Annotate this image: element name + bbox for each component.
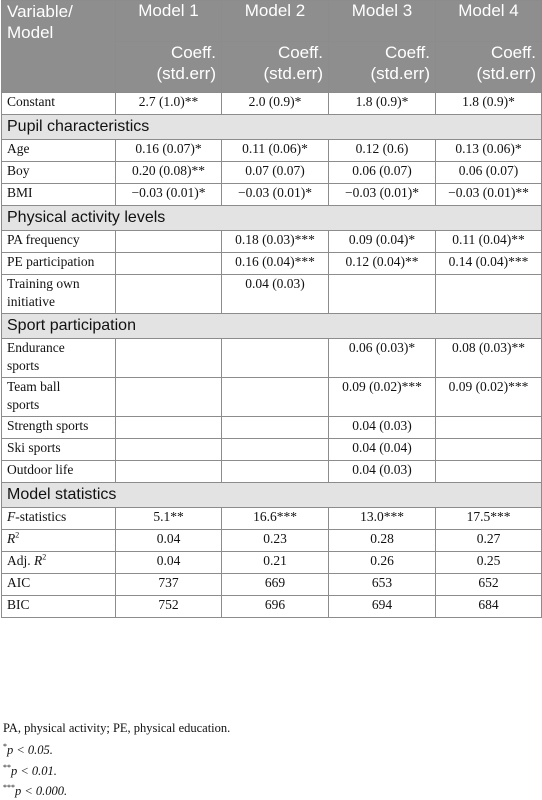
row-label: [2, 552, 116, 574]
section-title-pupil: Pupil characteristics: [2, 115, 542, 140]
footnote-text: p < 0.000.: [15, 784, 68, 798]
table-row-f-statistics: [2, 508, 542, 530]
table-row-strength: [2, 417, 542, 439]
coeff-label: Coeff.: [170, 43, 216, 62]
table-row-adj-r2: [2, 552, 542, 574]
cell-model-3: 0.09 (0.04)*: [329, 231, 436, 253]
cell-model-2: 0.23: [222, 530, 329, 552]
table-row-endurance: [2, 339, 542, 378]
cell-model-2: −0.03 (0.01)*: [222, 184, 329, 206]
cell-model-4: [436, 417, 542, 439]
row-label: BMI: [2, 184, 116, 206]
row-label: Strength sports: [2, 417, 116, 439]
variable-label-line1: Variable/: [7, 2, 73, 21]
cell-model-1: 0.04: [116, 552, 222, 574]
cell-model-4: 17.5***: [436, 508, 542, 530]
row-label: [2, 378, 116, 417]
table-row-aic: [2, 574, 542, 596]
cell-model-4: 0.14 (0.04)***: [436, 253, 542, 275]
section-row-stats: [2, 483, 542, 508]
cell-model-1: 0.16 (0.07)*: [116, 140, 222, 162]
cell-model-3: 0.12 (0.6): [329, 140, 436, 162]
cell-model-1: [116, 461, 222, 483]
cell-model-3: −0.03 (0.01)*: [329, 184, 436, 206]
cell-model-4: −0.03 (0.01)**: [436, 184, 542, 206]
footnote-star: **: [3, 762, 11, 772]
footnote-p-0000: [3, 784, 67, 799]
f-symbol: F: [7, 509, 16, 524]
cell-model-1: 0.20 (0.08)**: [116, 162, 222, 184]
cell-model-2: [222, 378, 329, 417]
row-label: Boy: [2, 162, 116, 184]
r-superscript: 2: [15, 530, 20, 540]
cell-model-3: 13.0***: [329, 508, 436, 530]
r-superscript: 2: [42, 552, 47, 562]
row-label: Age: [2, 140, 116, 162]
footnote-text: p < 0.05.: [7, 743, 53, 757]
row-label: [2, 275, 116, 314]
std-err-label: (std.err): [156, 64, 216, 83]
table-row-bmi: [2, 184, 542, 206]
cell-model-4: 0.27: [436, 530, 542, 552]
table-row-pe-participation: [2, 253, 542, 275]
cell-model-2: 696: [222, 596, 329, 618]
cell-model-4: 0.06 (0.07): [436, 162, 542, 184]
table-row-r2: [2, 530, 542, 552]
cell-model-3: 0.04 (0.03): [329, 461, 436, 483]
cell-model-1: −0.03 (0.01)*: [116, 184, 222, 206]
cell-model-3: 0.04 (0.04): [329, 439, 436, 461]
cell-model-4: 1.8 (0.9)*: [436, 93, 542, 115]
cell-model-3: 653: [329, 574, 436, 596]
cell-model-3: 0.09 (0.02)***: [329, 378, 436, 417]
header-row-models: [2, 1, 542, 42]
cell-model-2: 0.16 (0.04)***: [222, 253, 329, 275]
cell-model-1: [116, 231, 222, 253]
std-err-label: (std.err): [370, 64, 430, 83]
row-label: Ski sports: [2, 439, 116, 461]
footnote-text: p < 0.01.: [11, 764, 57, 778]
adj-prefix: Adj.: [7, 553, 34, 568]
footnote-p-001: [3, 764, 57, 779]
coeff-header-4: [436, 42, 542, 93]
cell-model-3: 0.06 (0.07): [329, 162, 436, 184]
cell-model-4: 0.13 (0.06)*: [436, 140, 542, 162]
section-title-activity: Physical activity levels: [2, 206, 542, 231]
footnote-star: *: [3, 741, 7, 751]
cell-model-2: [222, 439, 329, 461]
table-row-training: [2, 275, 542, 314]
cell-model-1: 752: [116, 596, 222, 618]
row-label-line1: Team ball: [7, 379, 61, 394]
cell-model-1: 5.1**: [116, 508, 222, 530]
row-label: [2, 508, 116, 530]
table-row-team-ball: [2, 378, 542, 417]
table-row-pa-frequency: [2, 231, 542, 253]
model-3-header: Model 3: [329, 1, 436, 42]
table-row-constant: [2, 93, 542, 115]
cell-model-4: 0.25: [436, 552, 542, 574]
cell-model-1: [116, 339, 222, 378]
cell-model-2: 16.6***: [222, 508, 329, 530]
cell-model-3: 0.28: [329, 530, 436, 552]
cell-model-3: 1.8 (0.9)*: [329, 93, 436, 115]
cell-model-1: 737: [116, 574, 222, 596]
row-label-line2: sports: [7, 358, 40, 373]
cell-model-1: [116, 378, 222, 417]
table-row-boy: [2, 162, 542, 184]
cell-model-1: [116, 439, 222, 461]
row-label: [2, 339, 116, 378]
cell-model-3: 0.12 (0.04)**: [329, 253, 436, 275]
cell-model-4: 0.11 (0.04)**: [436, 231, 542, 253]
cell-model-2: 2.0 (0.9)*: [222, 93, 329, 115]
row-label: AIC: [2, 574, 116, 596]
section-row-activity: [2, 206, 542, 231]
coeff-label: Coeff.: [277, 43, 323, 62]
model-2-header: Model 2: [222, 1, 329, 42]
table-row-outdoor: [2, 461, 542, 483]
cell-model-1: 0.04: [116, 530, 222, 552]
model-1-header: Model 1: [116, 1, 222, 42]
footnote-abbreviations: PA, physical activity; PE, physical education.: [3, 721, 231, 735]
r-symbol: R: [7, 531, 16, 546]
std-err-label: (std.err): [263, 64, 323, 83]
cell-model-4: [436, 461, 542, 483]
coeff-header-1: [116, 42, 222, 93]
cell-model-2: 0.04 (0.03): [222, 275, 329, 314]
row-label: Constant: [2, 93, 116, 115]
coeff-label: Coeff.: [490, 43, 536, 62]
table-row-bic: [2, 596, 542, 618]
variable-label-line2: Model: [7, 23, 54, 42]
cell-model-4: 0.09 (0.02)***: [436, 378, 542, 417]
footnote-star: ***: [3, 782, 15, 792]
table-row-ski: [2, 439, 542, 461]
row-label-line1: Endurance: [7, 340, 65, 355]
cell-model-3: 0.04 (0.03): [329, 417, 436, 439]
cell-model-4: 0.08 (0.03)**: [436, 339, 542, 378]
section-row-pupil: [2, 115, 542, 140]
coeff-label: Coeff.: [384, 43, 430, 62]
section-title-stats: Model statistics: [2, 483, 542, 508]
row-label-line2: initiative: [7, 294, 55, 309]
row-label: Outdoor life: [2, 461, 116, 483]
cell-model-2: [222, 417, 329, 439]
cell-model-2: 669: [222, 574, 329, 596]
cell-model-4: [436, 439, 542, 461]
section-title-sport: Sport participation: [2, 314, 542, 339]
cell-model-2: 0.07 (0.07): [222, 162, 329, 184]
row-label: BIC: [2, 596, 116, 618]
model-4-header: Model 4: [436, 1, 542, 42]
cell-model-2: 0.21: [222, 552, 329, 574]
cell-model-4: [436, 275, 542, 314]
row-label: PA frequency: [2, 231, 116, 253]
regression-table: [1, 0, 542, 618]
row-label-line1: Training own: [7, 276, 80, 291]
cell-model-2: [222, 339, 329, 378]
table-row-age: [2, 140, 542, 162]
row-label-line2: sports: [7, 397, 40, 412]
section-row-sport: [2, 314, 542, 339]
cell-model-4: 652: [436, 574, 542, 596]
cell-model-3: 0.26: [329, 552, 436, 574]
cell-model-3: 694: [329, 596, 436, 618]
cell-model-2: 0.11 (0.06)*: [222, 140, 329, 162]
r-symbol: R: [34, 553, 43, 568]
f-label-rest: -statistics: [15, 509, 67, 524]
cell-model-1: [116, 253, 222, 275]
cell-model-4: 684: [436, 596, 542, 618]
variable-model-header: [2, 1, 116, 93]
cell-model-2: [222, 461, 329, 483]
std-err-label: (std.err): [476, 64, 536, 83]
cell-model-1: 2.7 (1.0)**: [116, 93, 222, 115]
footnote-p-005: [3, 743, 53, 758]
cell-model-1: [116, 275, 222, 314]
cell-model-3: 0.06 (0.03)*: [329, 339, 436, 378]
cell-model-3: [329, 275, 436, 314]
row-label: [2, 530, 116, 552]
cell-model-2: 0.18 (0.03)***: [222, 231, 329, 253]
row-label: PE participation: [2, 253, 116, 275]
coeff-header-3: [329, 42, 436, 93]
cell-model-1: [116, 417, 222, 439]
coeff-header-2: [222, 42, 329, 93]
